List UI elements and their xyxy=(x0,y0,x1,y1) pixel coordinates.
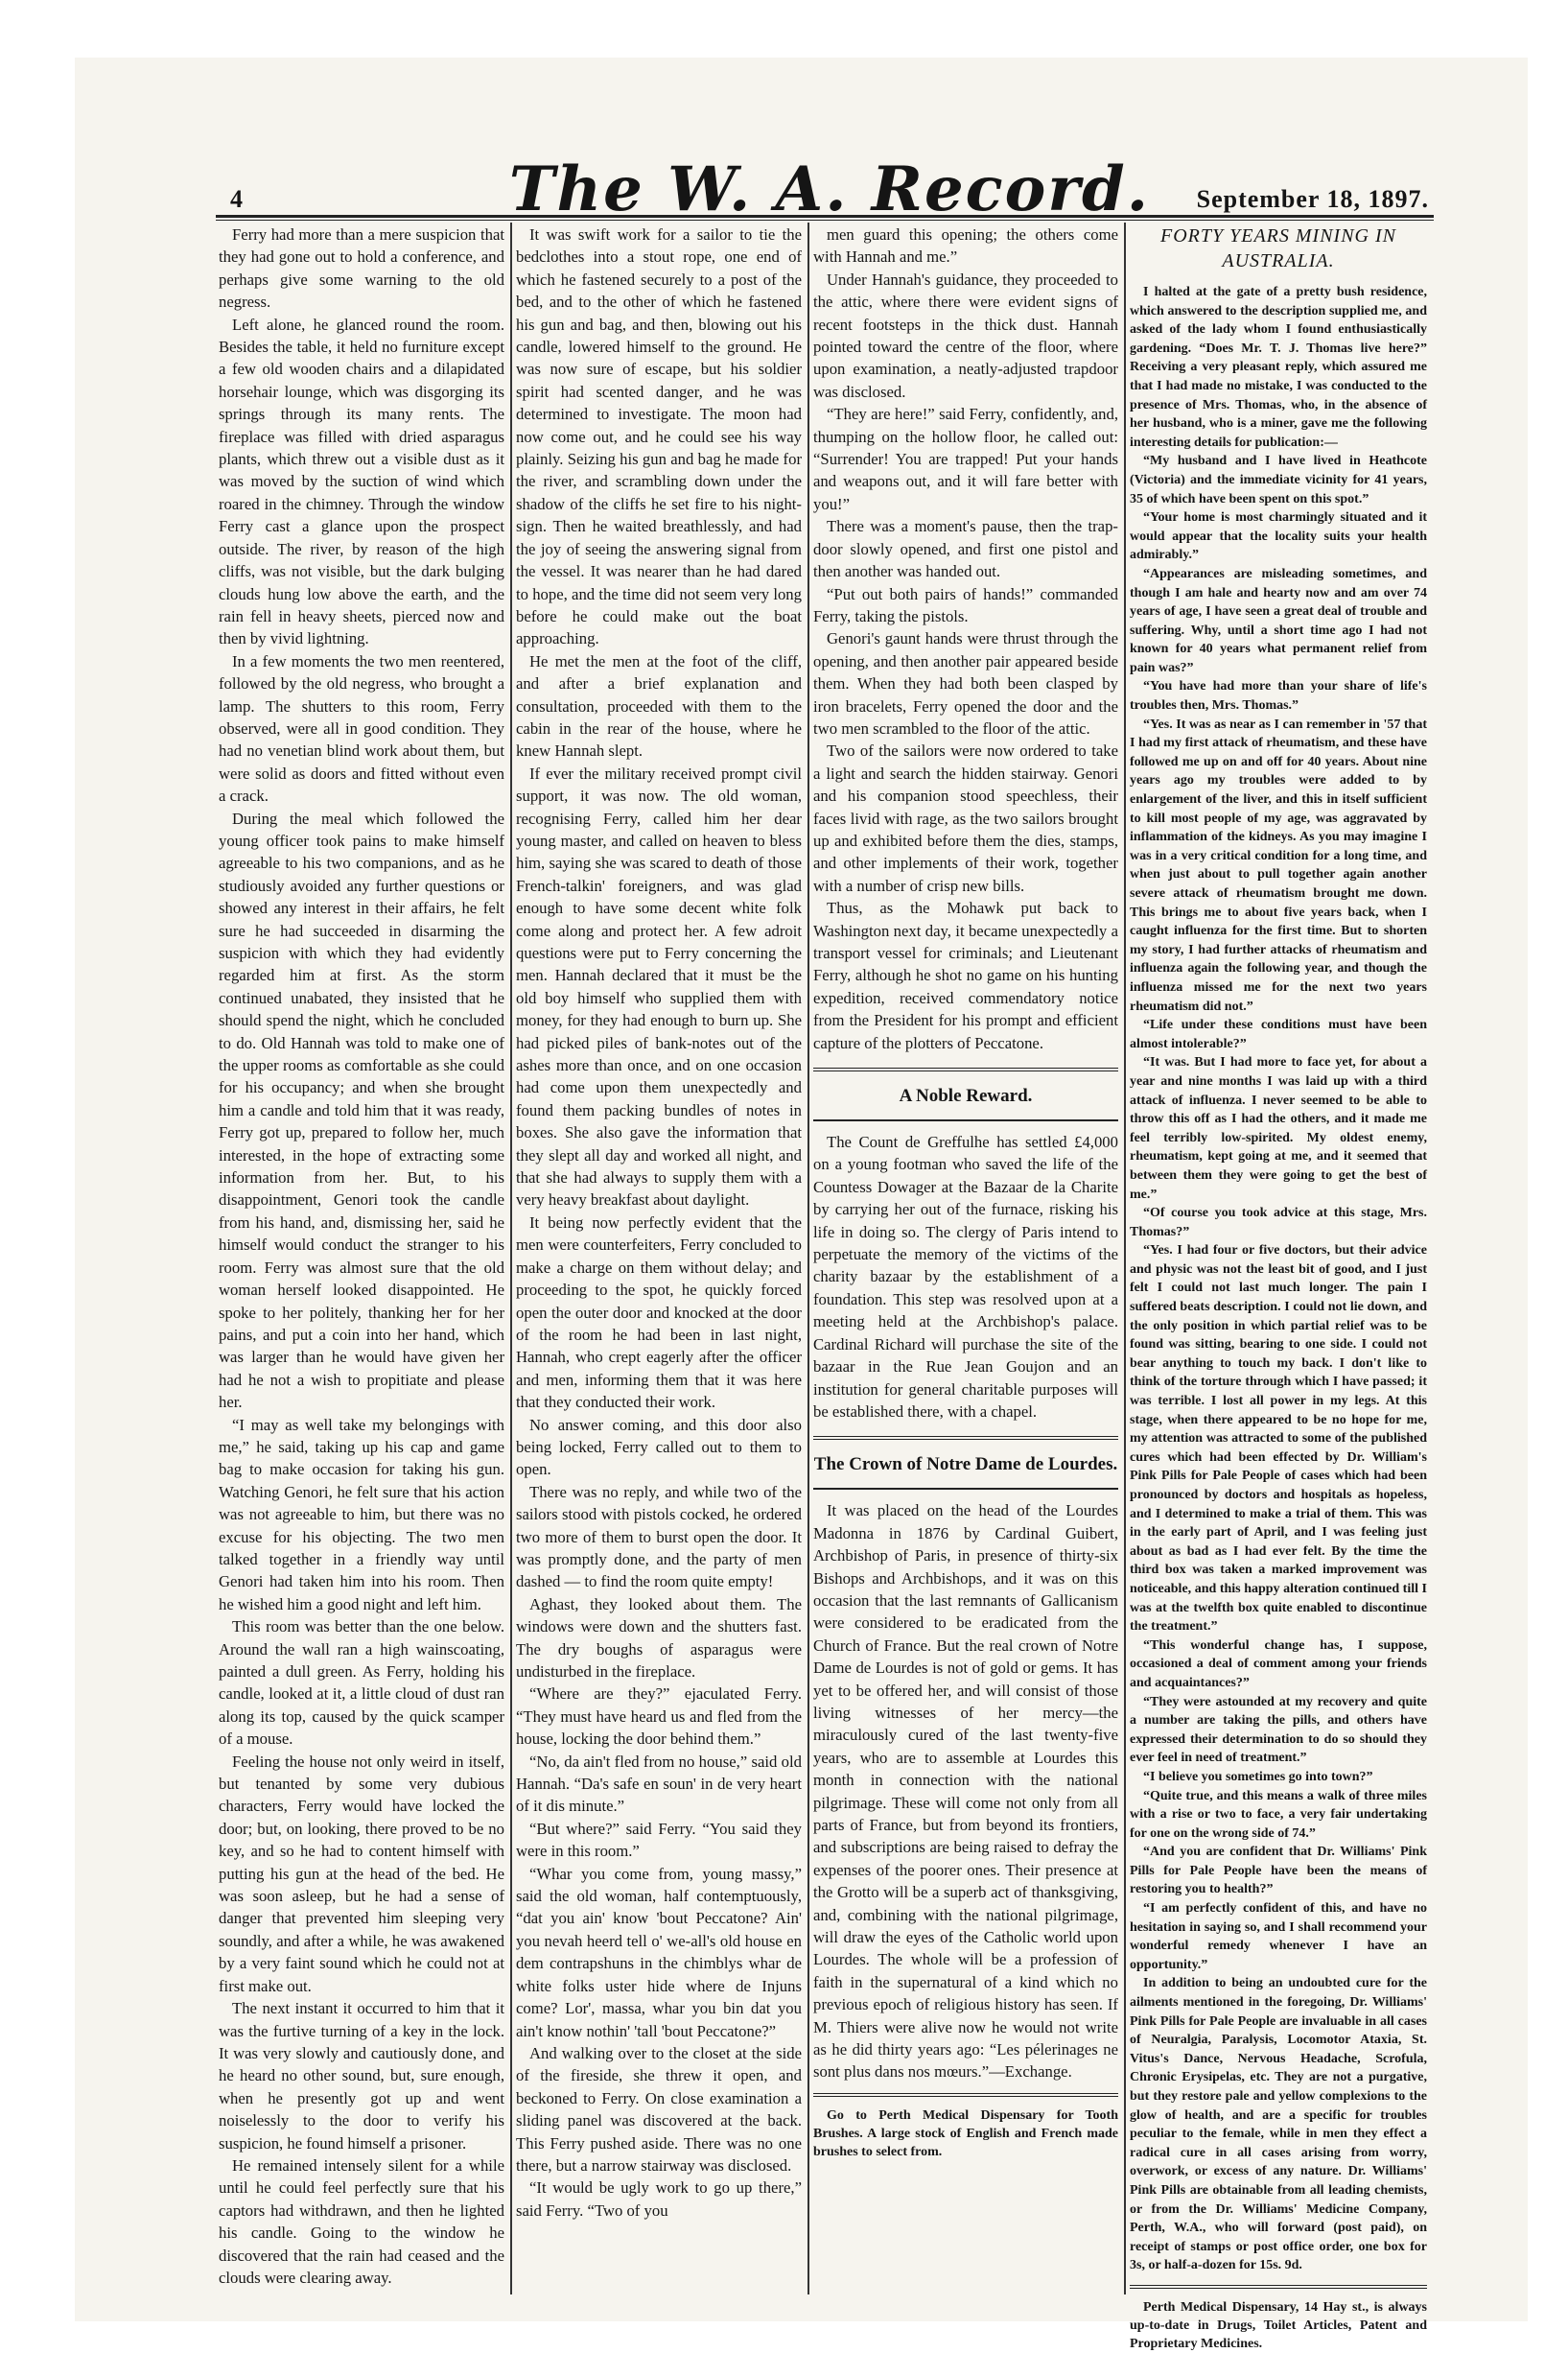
paragraph: In addition to being an undoubted cure for the ailments mentioned in the foregoing, Dr. Williams' Pink Pills for Pale People are invaluable in all cases of Neuralgia, Paralysis, Locomotor Ataxia, St. Vitus's Dance, Nervous Headache, Scrofula, Chronic Erysipelas, etc. They are not a purgative, but they restore pale and yellow complexions to the glow of health, and are a specific for troubles peculiar to the female, while in men they effect a radical cure in all cases arising from worry, overwork, or excess of any nature. Dr. Williams' Pink Pills are obtainable from all leading chemists, or from the Dr. Williams' Medicine Company, Perth, W.A., who will forward (post paid), on receipt of stamps or post office order, one box for 3s, or half-a-dozen for 15s. 9d. xyxy=(1130,1976,1427,2273)
paragraph: “It would be ugly work to go up there,” said Ferry. “Two of you xyxy=(516,2178,802,2220)
column-rule xyxy=(1124,223,1126,2294)
paragraph: “Yes. It was as near as I can remember in '57 that I had my first attack of rheumatism, and these have followed me up on and off for 40 years. About nine years ago my troubles were added to by enlargement of the liver, and this in itself sufficient to kill most people of my age, was aggravated by inflammation of the kidneys. As you may imagine I was in a very critical condition for a long time, and when just about to pull together again another severe attack of rheumatism brought me down. This brings me to about five years back, when I caught influenza for the first time. But to shorten my story, I had further attacks of rheumatism and influenza again the following year, and though the influenza missed me for the next two years rheumatism did not.” xyxy=(1130,717,1427,1014)
paragraph: “It was. But I had more to face yet, for about a year and nine months I was laid up with a third attack of influenza. I never seemed to be able to throw this off as I had the others, and it made me feel terribly low-spirited. My oldest enemy, rheumatism, kept going at me, and it seemed that between them they were going to get the best of me.” xyxy=(1130,1055,1427,1202)
story-continued-text xyxy=(516,224,802,2222)
column-1 xyxy=(219,224,504,2295)
paragraph: “Your home is most charmingly situated and it would appear that the locality suits your health admirably.” xyxy=(1130,510,1427,563)
paragraph: The next instant it occurred to him that it was the furtive turning of a key in the lock. It was very slowly and cautiously done, and he heard no other sound, but, sure enough, when he presently got up and went noiselessly to the door to verify his suspicion, he found himself a prisoner. xyxy=(219,1999,504,2153)
paragraph: There was a moment's pause, then the trap-door slowly opened, and first one pistol and then another was handed out. xyxy=(813,517,1118,581)
paragraph: “My husband and I have lived in Heathcote (Victoria) and the immediate vicinity for 41 years, 35 of which have been spent on this spot.” xyxy=(1130,454,1427,506)
paragraph: “This wonderful change has, I suppose, occasioned a deal of comment among your friends and acquaintances?” xyxy=(1130,1637,1427,1690)
paragraph: “Where are they?” ejaculated Ferry. “They must have heard us and fled from the house, locking the door behind them.” xyxy=(516,1684,802,1749)
article-forty-years-mining-text xyxy=(1130,283,1427,2275)
paragraph: It was swift work for a sailor to tie the bedclothes into a stout rope, one end of which he fastened securely to a post of the bed, and to the other of which he fastened his gun and bag, and then, blowing out his candle, lowered himself to the ground. He was now sure of escape, but his soldier spirit had scented danger, and he was determined to investigate. The moon had now come out, and he could see his way plainly. Seizing his gun and bag he made for the river, and scrambling down under the shadow of the cliffs he set fire to his night-sign. Then he waited breathlessly, and had the joy of seeing the answering signal from the vessel. It was nearer than he had dared to hope, and the time did not seem very long before he could make out the boat approaching. xyxy=(516,225,802,648)
paragraph: The Count de Greffulhe has settled £4,000 on a young footman who saved the life of the Countess Dowager at the Bazaar de la Charite by carrying her out of the furnace, risking his life in doing so. The clergy of Paris intend to perpetuate the memory of the victims of the charity bazaar by the establishment of a foundation. This step was resolved upon at a meeting held at the Archbishop's palace. Cardinal Richard will purchase the site of the bazaar in the Rue Jean Goujon and an institution for general charitable purposes will be established there, with a chapel. xyxy=(813,1133,1118,1421)
paragraph: Under Hannah's guidance, they proceeded to the attic, where there were evident signs of recent footsteps in the thick dust. Hannah pointed toward the centre of the floor, where upon examination, a neatly-adjusted trapdoor was disclosed. xyxy=(813,270,1118,401)
paragraph: And walking over to the closet at the side of the fireside, she threw it open, and beckoned to Ferry. On close examination a sliding panel was discovered at the back. This Ferry pushed aside. There was no one there, but a narrow stairway was disclosed. xyxy=(516,2043,802,2175)
header-rule xyxy=(216,215,1434,218)
column-3 xyxy=(813,224,1118,2295)
paragraph: “You have had more than your share of life's troubles then, Mrs. Thomas.” xyxy=(1130,679,1427,714)
page-number: 4 xyxy=(230,185,243,213)
paragraph: No answer coming, and this door also being locked, Ferry called out to them to open. xyxy=(516,1415,802,1479)
paragraph: It was placed on the head of the Lourdes Madonna in 1876 by Cardinal Guibert, Archbishop of Paris, in presence of thirty-six Bishops and Archbishops, and it was on this occasion that the last remnants of Gallicanism were considered to be eradicated from the Church of France. But the real crown of Notre Dame de Lourdes is not of gold or gems. It has yet to be offered her, and will consist of those living witnesses of her mercy—the miraculously cured of the last twenty-five years, who are to assemble at Lourdes this month in connection with the national pilgrimage. These will come not only from all parts of France, but from beyond its frontiers, and subscriptions are being raised to defray the expenses of the poorer ones. Their presence at the Grotto will be a superb act of thanksgiving, and, combining with the national pilgrimage, will draw the eyes of the Catholic world upon Lourdes. The whole will be a profession of faith in the supernatural of a kind which no previous epoch of religious history has seen. If M. Thiers were alive now he would not write as he did thirty years ago: “Les pélerinages ne sont plus dans nos mœurs.”—Exchange. xyxy=(813,1501,1118,2082)
paragraph: He met the men at the foot of the cliff, and after a brief explanation and consultation, proceeded with them to the cabin in the rear of the house, where he knew Hannah slept. xyxy=(516,651,802,761)
paragraph: “I believe you sometimes go into town?” xyxy=(1143,1769,1373,1784)
paragraph: men guard this opening; the others come with Hannah and me.” xyxy=(813,225,1118,267)
paragraph: If ever the military received prompt civil support, it was now. The old woman, recognising Ferry, called him her dear young master, and called on heaven to bless him, saying she was scared to death of those French-talkin' foreigners, and was glad enough to have some decent white folk come along and protect her. A few adroit questions were put to Ferry concerning the men. Hannah declared that it must be the old boy himself who supplied them with money, for they had enough to burn up. She had picked piles of bank-notes out of the ashes more than once, and on one occasion had come upon them unexpectedly and found them packing bundles of notes in boxes. She also gave the information that they slept all day and worked all night, and that she had always to supply them with a very heavy breakfast about daylight. xyxy=(516,764,802,1210)
paragraph: Two of the sailors were now ordered to take a light and search the hidden stairway. Genori and his companion stood speechless, their faces livid with rage, as the two sailors brought up and exhibited before them the dies, stamps, and other implements of their work, together with a number of crisp new bills. xyxy=(813,741,1118,895)
paragraph: Feeling the house not only weird in itself, but tenanted by some very dubious characters, Ferry would have locked the door; but, on looking, there proved to be no key, and so he had to content himself with putting his gun at the head of the bed. He was soon asleep, but he had a sense of danger that prevented him sleeping very soundly, and after a while, he was awakened by a very faint sound which he could not at first make out. xyxy=(219,1752,504,1995)
paragraph: Aghast, they looked about them. The windows were down and the shutters fast. The dry boughs of asparagus were undisturbed in the fireplace. xyxy=(516,1594,802,1681)
story-ending-text xyxy=(813,224,1118,1054)
paragraph: “Put out both pairs of hands!” commanded Ferry, taking the pistols. xyxy=(813,584,1118,625)
paragraph: In a few moments the two men reentered, followed by the old negress, who brought a lamp. The shutters to this room, Ferry observed, were all in good condition. They had no venetian blind work about them, but were solid as doors and fitted without even a crack. xyxy=(219,651,504,806)
paragraph: “But where?” said Ferry. “You said they were in this room.” xyxy=(516,1819,802,1861)
header-rule-thin xyxy=(216,220,1434,221)
article-heading-noble-reward: A Noble Reward. xyxy=(813,1068,1118,1121)
paragraph: “I am perfectly confident of this, and have no hesitation in saying so, and I shall recommend your wonderful remedy whenever I have an opportunity.” xyxy=(1130,1901,1427,1972)
section-divider xyxy=(813,2093,1118,2097)
paragraph: He remained intensely silent for a while until he could feel perfectly sure that his captors had withdrawn, and then he lighted his candle. Going to the window he discovered that the rain had ceased and the clouds were clearing away. xyxy=(219,2155,504,2287)
page-header xyxy=(230,153,1429,225)
paragraph: “Yes. I had four or five doctors, but their advice and physic was not the least bit of good, and I just felt I could not last much longer. The pain I suffered beats description. I could not lie down, and the only position in which partial relief was to be found was sitting, bearing to one side. I could not bear anything to touch my back. I don't like to think of the torture through which I have passed; it was terrible. I lost all power in my legs. At this stage, when there appeared to be no hope for me, my attention was attracted to some of the published cures which had been effected by Dr. William's Pink Pills for Pale People of cases which had been pronounced by doctors and hospitals as hopeless, and I determined to make a trial of them. This was in the early part of April, and I was feeling just about as bad as I had ever felt. By the time the third box was taken a marked improvement was noticeable, and this happy alteration continued till I was at the twelfth box quite enabled to discontinue the treatment.” xyxy=(1130,1243,1427,1635)
paragraph: “No, da ain't fled from no house,” said old Hannah. “Da's safe en soun' in de very heart of it dis minute.” xyxy=(516,1752,802,1816)
paragraph: During the meal which followed the young officer took pains to make himself agreeable to his two companions, and as he studiously avoided any further questions or showed any interest in their affairs, he felt sure he had succeeded in disarming the suspicion with which they had evidently regarded him at first. As the storm continued unabated, they insisted that he should spend the night, which he concluded to do. Old Hannah was told to make one of the upper rooms as comfortable as she could for his occupancy; and when she brought him a candle and told him that it was ready, Ferry got up, prepared to follow her, much interested, in the hope of extracting some information from her. But, to his disappointment, Genori took the candle from his hand, and, dismissing her, said he himself would conduct the stranger to his room. Ferry was almost sure that the old woman herself looked disappointed. He spoke to her politely, thanking her for her pains, and put a coin into her hand, which was larger than he would have given her had he not a wish to propitiate and please her. xyxy=(219,809,504,1412)
article-heading-crown-lourdes: The Crown of Notre Dame de Lourdes. xyxy=(813,1436,1118,1490)
paragraph: “Life under these conditions must have been almost intolerable?” xyxy=(1130,1018,1427,1051)
paragraph: It being now perfectly evident that the men were counterfeiters, Ferry concluded to make a charge on them without delay; and proceeding to the spot, he quickly forced open the outer door and knocked at the door of the room he had been in last night, Hannah, who crept eagerly after the officer and men, informing them that it was here that they conducted their work. xyxy=(516,1212,802,1412)
issue-date: September 18, 1897. xyxy=(1196,185,1429,213)
paragraph: “They are here!” said Ferry, confidently, and, thumping on the hollow floor, he called out: “Surrender! You are trapped! Put your hands and weapons out, and it will fare better with you!” xyxy=(813,405,1118,513)
paragraph: “Appearances are misleading sometimes, and though I am hale and hearty now and am over 74 years of age, I have seen a great deal of trouble and suffering. Why, until a short time ago I had not known for 40 years what permanent relief from pain was?” xyxy=(1130,566,1427,675)
advertisement-tooth-brushes: Go to Perth Medical Dispensary for Tooth Brushes. A large stock of English and French made brushes to select from. xyxy=(813,2107,1118,2159)
paragraph: “I may as well take my belongings with me,” he said, taking up his cap and game bag to make occasion for taking his gun. Watching Genori, he felt sure that his action was not agreeable to him, but there was no excuse for his objecting. The two men talked together in a friendly way until Genori had taken him into his room. Then he wished him a good night and left him. xyxy=(219,1415,504,1613)
paragraph: I halted at the gate of a pretty bush residence, which answered to the description supplied me, and asked of the lady whom I found enthusiastically gardening. “Does Mr. T. J. Thomas live here?” Receiving a very pleasant reply, which assured me that I had made no mistake, I was conducted to the presence of Mrs. Thomas, who, in the absence of her husband, who is a miner, gave me the following interesting details for publication:— xyxy=(1130,285,1427,450)
article-heading-forty-years-mining: FORTY YEARS MINING IN AUSTRALIA. xyxy=(1160,225,1396,271)
article-crown-lourdes-text xyxy=(813,1499,1118,2083)
paragraph: “They were astounded at my recovery and quite a number are taking the pills, and others have expressed their determination to do so should they ever feel in need of treatment.” xyxy=(1130,1694,1427,1766)
paragraph: “And you are confident that Dr. Williams' Pink Pills for Pale People have been the means of restoring you to health?” xyxy=(1130,1845,1427,1897)
paragraph: Ferry had more than a mere suspicion that they had gone out to hold a conference, and perhaps give some warning to the old negress. xyxy=(219,225,504,312)
paragraph: Thus, as the Mohawk put back to Washington next day, it became unexpectedly a transport vessel for criminals; and Lieutenant Ferry, although he shot no game on his hunting expedition, received commendatory notice from the President for his prompt and efficient capture of the plotters of Peccatone. xyxy=(813,899,1118,1052)
paragraph: “Quite true, and this means a walk of three miles with a rise or two to face, a very fair undertaking for one on the wrong side of 74.” xyxy=(1130,1788,1427,1841)
story-continued-text xyxy=(219,224,504,2289)
paragraph: This room was better than the one below. Around the wall ran a high wainscoating, painted a dull green. As Ferry, holding his candle, looked at it, a little cloud of dust ran along its top, caused by the quick scamper of a mouse. xyxy=(219,1617,504,1749)
column-rule xyxy=(807,223,809,2294)
article-noble-reward-text xyxy=(813,1131,1118,1423)
masthead-title: The W. A. Record. xyxy=(508,153,1151,225)
paragraph: There was no reply, and while two of the sailors stood with pistols cocked, he ordered two more of them to burst open the door. It was promptly done, and the party of men dashed — to find the room quite empty! xyxy=(516,1482,802,1591)
paragraph: “Of course you took advice at this stage, Mrs. Thomas?” xyxy=(1130,1206,1427,1239)
paragraph: “Whar you come from, young massy,” said the old woman, half contemptuously, “dat you ain' know 'bout Peccatone? Ain' you nevah heerd tell o' we-all's old house en dem contrapshuns in the chimblys whar de white folks uster hide where de Injuns come? Lor', massa, whar you bin dat you ain't know nothin' 'tall 'bout Peccatone?” xyxy=(516,1864,802,2040)
section-divider xyxy=(1130,2285,1427,2289)
column-rule xyxy=(510,223,512,2294)
paragraph: Genori's gaunt hands were thrust through the opening, and then another pair appeared beside them. When they had both been clasped by iron bracelets, Ferry opened the door and the two men scrambled to the floor of the attic. xyxy=(813,629,1118,738)
paragraph: Left alone, he glanced round the room. Besides the table, it held no furniture except a few old wooden chairs and a dilapidated horsehair lounge, which was disgorging its springs through its many rents. The fireplace was filled with dried asparagus plants, which threw out a visible dust as it was moved by the suction of wind which roared in the chimney. Through the window Ferry cast a glance upon the prospect outside. The river, by reason of the high cliffs, was not visible, but the dark bulging clouds hung low above the earth, and the rain fell in heavy sheets, pierced now and then by vivid lightning. xyxy=(219,315,504,648)
column-2 xyxy=(516,224,802,2295)
advertisement-medical-dispensary: Perth Medical Dispensary, 14 Hay st., is always up-to-date in Drugs, Toilet Articles, Patent and Proprietary Medicines. xyxy=(1130,2299,1427,2351)
column-4 xyxy=(1130,224,1427,2351)
